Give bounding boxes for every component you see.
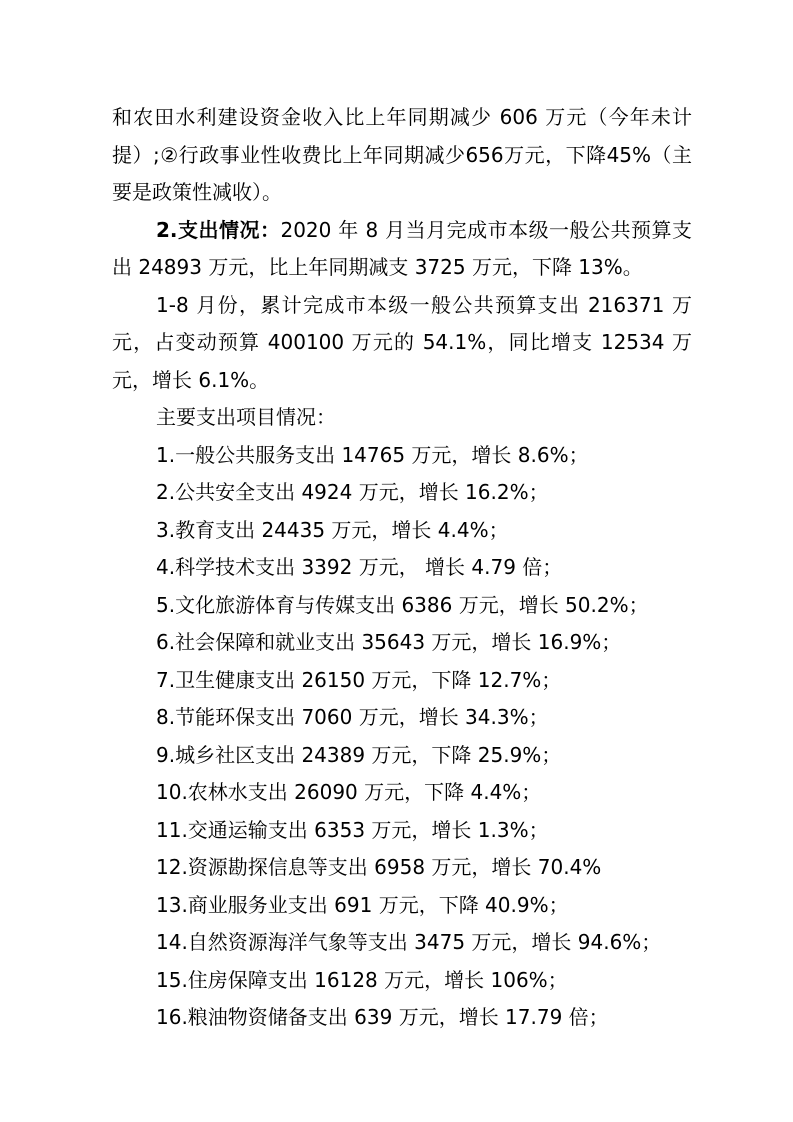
list-item: 3.教育支出 24435 万元，增长 4.4%； [156,517,509,542]
list-item: 1.一般公共服务支出 14765 万元，增长 8.6%； [156,442,589,467]
expenditure-section-text: 2020 年 8 月当月完成市本级一般公共预算支出 24893 万元，比上年同期减支 3725 万元，下降 13%。 [112,217,692,279]
list-item: 15.住房保障支出 16128 万元，增长 106%； [156,967,568,992]
list-item: 10.农林水支出 26090 万元，下降 4.4%； [156,780,542,804]
expenditure-section-paragraph [112,212,692,287]
list-item: 2.公共安全支出 4924 万元，增长 16.2%； [156,480,549,504]
cumulative-paragraph: 1-8 月份，累计完成市本级一般公共预算支出 216371 万元，占变动预算 400100 万元的 54.1%，同比增支 12534 万元，增长 6.1%。 [112,292,692,392]
list-item: 8.节能环保支出 7060 万元，增长 34.3%； [156,705,549,729]
expenditure-section-label: 2.支出情况： [156,217,281,242]
list-item: 7.卫生健康支出 26150 万元，下降 12.7%； [156,667,562,692]
expenditure-items-list [112,437,692,1037]
list-item: 14.自然资源海洋气象等支出 3475 万元，增长 94.6%； [156,930,662,954]
list-item: 13.商业服务业支出 691 万元，下降 40.9%； [156,892,569,917]
list-item: 6.社会保障和就业支出 35643 万元，增长 16.9%； [156,630,622,654]
document-body [112,99,692,1037]
list-item: 9.城乡社区支出 24389 万元，下降 25.9%； [156,742,562,767]
intro-paragraph: 和农田水利建设资金收入比上年同期减少 606 万元（今年未计提）;②行政事业性收费比上年同期减少656万元，下降45%（主要是政策性减收）。 [112,105,692,204]
list-item: 5.文化旅游体育与传媒支出 6386 万元，增长 50.2%； [156,592,649,617]
list-item: 16.粮油物资储备支出 639 万元，增长 17.79 倍； [156,1005,609,1029]
list-item: 12.资源勘探信息等支出 6958 万元，增长 70.4% [156,855,602,879]
list-item: 4.科学技术支出 3392 万元， 增长 4.79 倍； [156,555,563,579]
list-item: 11.交通运输支出 6353 万元，增长 1.3%； [156,817,549,842]
items-heading: 主要支出项目情况： [156,405,336,429]
